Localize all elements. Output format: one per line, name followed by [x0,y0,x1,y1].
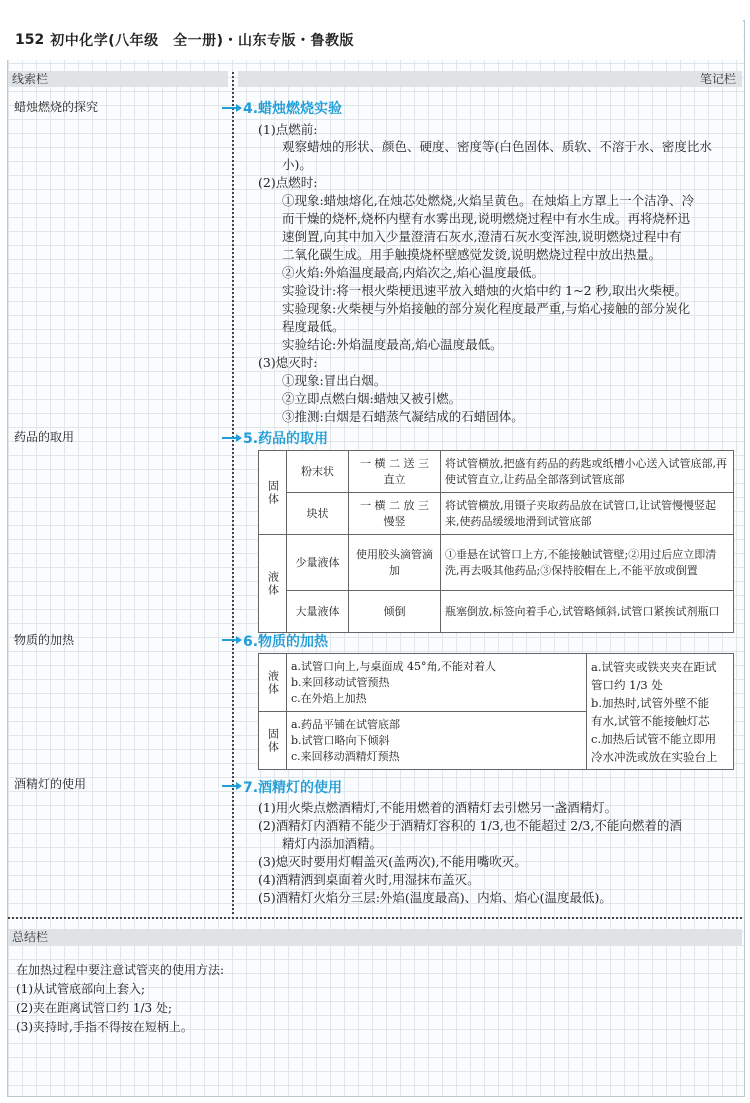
point-item: a.药品平铺在试管底部 [291,717,401,731]
text-line: (1)用火柴点燃酒精灯,不能用燃着的酒精灯去引燃另一盏酒精灯。 [258,800,618,815]
arrow-icon [222,781,242,791]
table-row [259,591,734,633]
section-6-title: 6.物质的加热 [243,634,329,650]
table-cell: 将试管横放,用镊子夹取药品放在试管口,让试管慢慢竖起来,使药品缓缓地滑到试管底部 [441,493,734,535]
solid-label: 固体 [259,712,287,770]
summary-line: 在加热过程中要注意试管夹的使用方法: [16,963,225,977]
text-line: 二氧化碳生成。用手触摸烧杯壁感觉发烫,说明燃烧过程中放出热量。 [282,247,661,262]
arrow-icon [222,103,242,113]
summary-line: (1)从试管底部向上套入; [16,982,146,996]
table-row [259,493,734,535]
notes-column-band [238,71,742,87]
text-line: ②火焰:外焰温度最高,内焰次之,焰心温度最低。 [282,265,545,280]
notes-column-label: 笔记栏 [699,72,736,86]
book-title: 初中化学(八年级 全一册)・山东专版・鲁教版 [50,33,355,49]
text-line: 观察蜡烛的形状、颜色、硬度、密度等(白色固体、质软、不溶于水、密度比水 [282,139,712,154]
text-line: (3)熄灭时: [258,355,318,370]
cue-column-band [8,71,228,87]
liquid-label: 液体 [259,654,287,712]
table-row [259,535,734,591]
reagent-table [258,450,734,633]
section-4-title: 4.蜡烛燃烧实验 [243,101,343,117]
point-item: a.试管口向上,与桌面成 45°角,不能对着人 [291,659,497,673]
text-line: 速倒置,向其中加入少量澄清石灰水,澄清石灰水变浑浊,说明燃烧过程中有 [282,229,682,244]
table-cell: 使用胶头滴管滴加 [349,535,441,591]
page-header [7,20,743,60]
point-item: b.试管口略向下倾斜 [291,733,390,747]
heating-table [258,653,734,770]
liquid-label: 液体 [259,535,287,633]
text-line: 实验结论:外焰温度最高,焰心温度最低。 [282,337,503,352]
text-line: ①现象:冒出白烟。 [282,373,387,388]
text-line: 小)。 [282,157,312,172]
point-item: 管口约 1/3 处 [591,677,663,692]
table-cell: 一 横 二 放 三 慢竖 [349,493,441,535]
arrow-icon [222,635,242,645]
point-item: c.加热后试管不能立即用 [591,731,717,746]
table-cell [287,712,587,770]
cue-reagent-taking: 药品的取用 [14,430,75,444]
text-line: (2)酒精灯内酒精不能少于酒精灯容积的 1/3,也不能超过 2/3,不能向燃着的酒 [258,818,682,833]
text-line: ②立即点燃白烟:蜡烛又被引燃。 [282,391,462,406]
table-cell: 大量液体 [287,591,349,633]
point-item: 冷水冲洗或放在实验台上 [591,749,718,764]
point-item: c.来回移动酒精灯预热 [291,749,400,763]
summary-band [8,929,742,945]
table-cell: 少量液体 [287,535,349,591]
table-cell: 瓶塞倒放,标签向着手心,试管略倾斜,试管口紧挨试剂瓶口 [441,591,734,633]
point-item: b.来回移动试管预热 [291,675,390,689]
arrow-icon [222,433,242,443]
cue-heating: 物质的加热 [14,633,75,647]
table-cell: 粉末状 [287,451,349,493]
text-line: (3)熄灭时要用灯帽盖灭(盖两次),不能用嘴吹灭。 [258,854,527,869]
table-cell: ①垂悬在试管口上方,不能接触试管壁;②用过后应立即清洗,再去吸其他药品;③保持胶帽在上,不能平放或倒置 [441,535,734,591]
summary-divider [8,917,742,919]
table-cell: 倾倒 [349,591,441,633]
summary-line: (2)夹在距离试管口约 1/3 处; [16,1001,172,1015]
table-cell: 将试管横放,把盛有药品的药匙或纸槽小心送入试管底部,再使试管直立,让药品全部落到试管底部 [441,451,734,493]
table-cell: 块状 [287,493,349,535]
text-line: ③推测:白烟是石蜡蒸气凝结成的石蜡固体。 [282,409,524,424]
text-line: 精灯内添加酒精。 [282,836,383,851]
section-5-title: 5.药品的取用 [243,431,329,447]
cue-column-label: 线索栏 [12,72,49,86]
summary-label: 总结栏 [12,930,49,944]
point-item: c.在外焰上加热 [291,691,367,705]
table-cell: 一 横 二 送 三 直立 [349,451,441,493]
cue-alcohol-lamp: 酒精灯的使用 [14,777,87,791]
text-line: 实验设计:将一根火柴梗迅速平放入蜡烛的火焰中约 1~2 秒,取出火柴梗。 [282,283,688,298]
point-item: b.加热时,试管外壁不能 [591,695,710,710]
table-cell [287,654,587,712]
section-7-title: 7.酒精灯的使用 [243,780,343,796]
summary-line: (3)夹持时,手指不得按在短柄上。 [16,1020,193,1034]
text-line: (5)酒精灯火焰分三层:外焰(温度最高)、内焰、焰心(温度最低)。 [258,890,612,905]
text-line: (2)点燃时: [258,175,318,190]
common-notes-cell [587,654,734,770]
text-line: ①现象:蜡烛熔化,在烛芯处燃烧,火焰呈黄色。在烛焰上方罩上一个洁净、冷 [282,193,695,208]
table-row [259,451,734,493]
solid-label: 固体 [259,451,287,535]
text-line: (4)酒精洒到桌面着火时,用湿抹布盖灭。 [258,872,480,887]
text-line: (1)点燃前: [258,122,318,137]
table-row [259,654,734,712]
point-item: 有水,试管不能接触灯芯 [591,713,710,728]
text-line: 而干燥的烧杯,烧杯内壁有水雾出现,说明燃烧过程中有水生成。再将烧杯迅 [282,211,690,226]
text-line: 程度最低。 [282,319,345,334]
cue-candle-burning: 蜡烛燃烧的探究 [14,100,99,114]
point-item: a.试管夹或铁夹夹在距试 [591,659,717,674]
text-line: 实验现象:火柴梗与外焰接触的部分炭化程度最严重,与焰心接触的部分炭化 [282,301,691,316]
page-number: 152 [15,32,45,48]
